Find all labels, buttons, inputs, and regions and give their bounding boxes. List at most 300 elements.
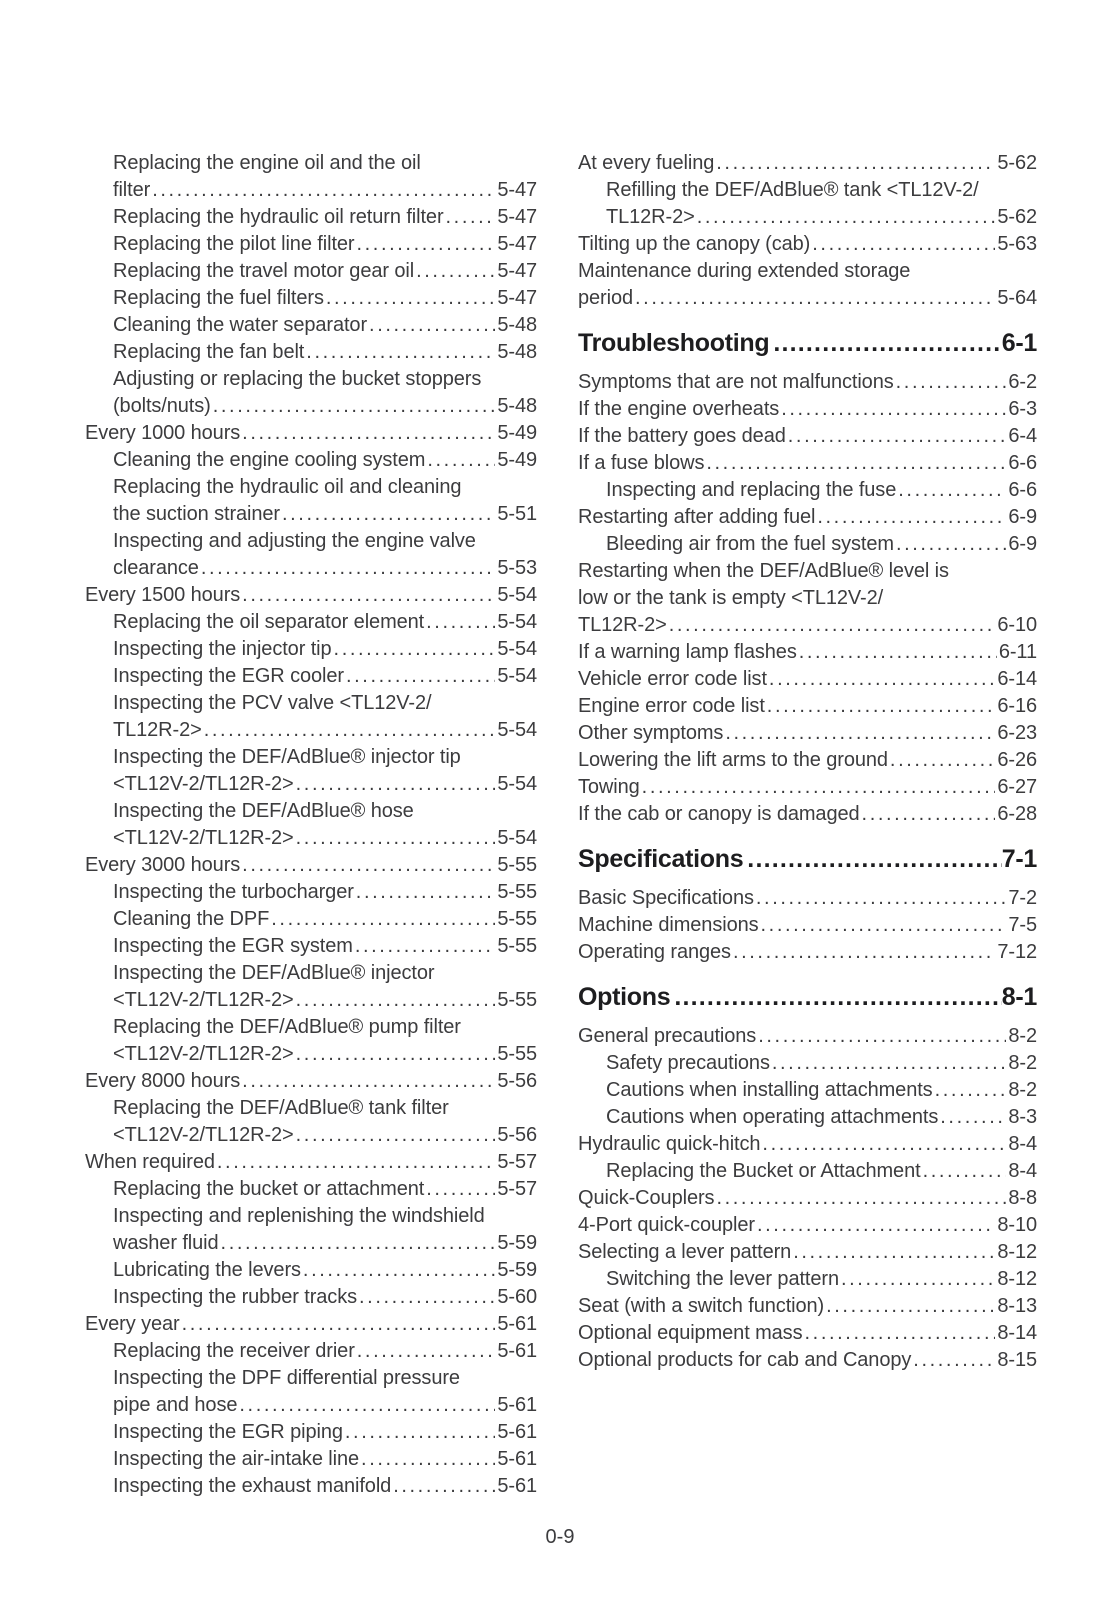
entry-text: Replacing the pilot line filter — [113, 233, 355, 255]
toc-entry-line — [113, 1203, 537, 1230]
entry-text: Vehicle error code list — [578, 668, 767, 690]
entry-page-number: 6-23 — [997, 722, 1037, 744]
dotted-leader — [282, 501, 495, 528]
toc-entry — [578, 666, 1037, 693]
toc-entry-line — [578, 639, 1037, 666]
entry-page-number: 5-54 — [497, 827, 537, 849]
entry-text: TL12R-2> — [606, 206, 695, 228]
toc-entry-line — [113, 609, 537, 636]
entry-page-number: 5-55 — [497, 1043, 537, 1065]
toc-entry-line — [578, 1212, 1037, 1239]
toc-entry-line — [578, 504, 1037, 531]
entry-text: Cautions when operating attachments — [606, 1106, 939, 1128]
dotted-leader — [296, 1122, 496, 1149]
entry-page-number: 6-6 — [1008, 479, 1037, 501]
toc-entry-line — [606, 1050, 1037, 1077]
dotted-leader — [817, 504, 1006, 531]
toc-entry — [85, 1446, 537, 1473]
toc-entry-line — [113, 1176, 537, 1203]
entry-page-number: 5-47 — [497, 179, 537, 201]
dotted-leader — [747, 842, 1001, 876]
toc-entry — [85, 1338, 537, 1365]
toc-column-left — [85, 150, 537, 1500]
toc-entry — [85, 1203, 537, 1257]
section-heading-page-number: 8-1 — [1001, 983, 1037, 1011]
dotted-leader — [757, 1212, 995, 1239]
dotted-leader — [733, 939, 995, 966]
toc-entry-line — [113, 744, 537, 771]
section-heading — [578, 980, 1037, 1014]
entry-page-number: 5-63 — [997, 233, 1037, 255]
entry-page-number: 8-10 — [997, 1214, 1037, 1236]
dotted-leader — [356, 879, 496, 906]
toc-entry-line — [578, 231, 1037, 258]
toc-entry-line — [113, 339, 537, 366]
entry-page-number: 5-61 — [497, 1448, 537, 1470]
entry-page-number: 5-56 — [497, 1070, 537, 1092]
entry-page-number: 5-62 — [997, 152, 1037, 174]
toc-entry — [85, 1095, 537, 1149]
toc-entry — [85, 420, 537, 447]
dotted-leader — [805, 1320, 996, 1347]
toc-entry — [578, 801, 1037, 828]
dotted-leader — [812, 231, 995, 258]
entry-page-number: 6-27 — [997, 776, 1037, 798]
entry-text: Replacing the bucket or attachment — [113, 1178, 425, 1200]
entry-text: Every 1000 hours — [85, 422, 241, 444]
dotted-leader — [296, 771, 496, 798]
entry-text: Quick-Couplers — [578, 1187, 715, 1209]
toc-entry-line — [578, 258, 1037, 285]
entry-page-number: 6-9 — [1008, 533, 1037, 555]
toc-entry — [578, 231, 1037, 258]
toc-entry-line — [113, 528, 537, 555]
toc-entry — [578, 1023, 1037, 1050]
toc-entry — [578, 1158, 1037, 1185]
toc-entry-line — [578, 1023, 1037, 1050]
entry-text: Replacing the DEF/AdBlue® tank filter — [113, 1097, 449, 1119]
dotted-leader — [767, 693, 996, 720]
entry-page-number: 6-26 — [997, 749, 1037, 771]
toc-entry — [85, 474, 537, 528]
toc-entry — [578, 774, 1037, 801]
toc-entry — [578, 1050, 1037, 1077]
entry-text: Cleaning the DPF — [113, 908, 270, 930]
entry-page-number: 5-54 — [497, 611, 537, 633]
entry-page-number: 5-62 — [997, 206, 1037, 228]
footer-page-number: 0-9 — [545, 1526, 575, 1548]
toc-entry-line — [606, 531, 1037, 558]
dotted-leader — [296, 987, 496, 1014]
entry-text: Other symptoms — [578, 722, 724, 744]
toc-entry — [85, 231, 537, 258]
toc-entry-line — [113, 798, 537, 825]
entry-page-number: 5-55 — [497, 908, 537, 930]
toc-entry — [578, 450, 1037, 477]
entry-page-number: 5-55 — [497, 881, 537, 903]
entry-page-number: 5-49 — [497, 422, 537, 444]
entry-text: Tilting up the canopy (cab) — [578, 233, 811, 255]
toc-entry-line — [578, 585, 1037, 612]
dotted-leader — [152, 177, 495, 204]
entry-text: Lubricating the levers — [113, 1259, 301, 1281]
dotted-leader — [781, 396, 1006, 423]
toc-entry — [578, 150, 1037, 177]
dotted-leader — [369, 312, 495, 339]
entry-page-number: 5-61 — [497, 1421, 537, 1443]
entry-text: Machine dimensions — [578, 914, 759, 936]
entry-text: Cleaning the engine cooling system — [113, 449, 426, 471]
entry-page-number: 5-53 — [497, 557, 537, 579]
toc-entry — [578, 912, 1037, 939]
entry-text: If the battery goes dead — [578, 425, 786, 447]
toc-entry-line — [113, 663, 537, 690]
dotted-leader — [674, 980, 1001, 1014]
dotted-leader — [716, 1185, 1006, 1212]
dotted-leader — [761, 912, 1007, 939]
toc-entry-line — [578, 939, 1037, 966]
toc-entry-line — [578, 1347, 1037, 1374]
toc-entry-line — [578, 1185, 1037, 1212]
toc-entry — [85, 1149, 537, 1176]
entry-text: Seat (with a switch function) — [578, 1295, 825, 1317]
entry-text: Inspecting and replacing the fuse — [606, 479, 897, 501]
entry-page-number: 5-64 — [997, 287, 1037, 309]
dotted-leader — [758, 1023, 1006, 1050]
entry-text: Every 8000 hours — [85, 1070, 241, 1092]
entry-text: 4-Port quick-coupler — [578, 1214, 755, 1236]
entry-text: General precautions — [578, 1025, 757, 1047]
entry-page-number: 8-2 — [1008, 1079, 1037, 1101]
entry-page-number: 5-57 — [497, 1178, 537, 1200]
toc-entry — [85, 663, 537, 690]
entry-text: Inspecting and replenishing the windshield — [113, 1205, 485, 1227]
toc-entry — [578, 1266, 1037, 1293]
entry-text: Selecting a lever pattern — [578, 1241, 792, 1263]
dotted-leader — [416, 258, 495, 285]
dotted-leader — [427, 447, 495, 474]
toc-entry-line — [578, 396, 1037, 423]
entry-text: period — [578, 287, 633, 309]
dotted-leader — [940, 1104, 1006, 1131]
entry-text: If the cab or canopy is damaged — [578, 803, 860, 825]
toc-entry-line — [606, 477, 1037, 504]
toc-entry-line — [578, 150, 1037, 177]
entry-text: filter — [113, 179, 151, 201]
entry-text: Towing — [578, 776, 640, 798]
entry-page-number: 5-47 — [497, 287, 537, 309]
toc-entry — [85, 447, 537, 474]
toc-entry — [578, 531, 1037, 558]
entry-text: Replacing the DEF/AdBlue® pump filter — [113, 1016, 461, 1038]
entry-text: Replacing the fan belt — [113, 341, 305, 363]
toc-entry — [578, 693, 1037, 720]
entry-page-number: 5-57 — [497, 1151, 537, 1173]
dotted-leader — [898, 477, 1006, 504]
dotted-leader — [242, 420, 495, 447]
entry-page-number: 6-6 — [1008, 452, 1037, 474]
toc-entry-line — [113, 231, 537, 258]
dotted-leader — [923, 1158, 1007, 1185]
dotted-leader — [772, 1050, 1007, 1077]
entry-page-number: 6-16 — [997, 695, 1037, 717]
toc-entry — [578, 558, 1037, 639]
entry-page-number: 8-3 — [1008, 1106, 1037, 1128]
dotted-leader — [725, 720, 995, 747]
entry-text: Every 1500 hours — [85, 584, 241, 606]
toc-entry — [85, 339, 537, 366]
section-heading — [578, 326, 1037, 360]
dotted-leader — [296, 1041, 496, 1068]
toc-entry — [85, 1176, 537, 1203]
entry-text: Symptoms that are not malfunctions — [578, 371, 894, 393]
dotted-leader — [221, 1230, 496, 1257]
entry-page-number: 8-4 — [1008, 1160, 1037, 1182]
dotted-leader — [346, 663, 495, 690]
toc-entry — [578, 1320, 1037, 1347]
toc-entry-line — [85, 582, 537, 609]
toc-entry — [578, 720, 1037, 747]
toc-entry — [85, 1365, 537, 1419]
toc-entry-line — [606, 1266, 1037, 1293]
toc-entry — [578, 258, 1037, 312]
entry-text: low or the tank is empty <TL12V-2/ — [578, 587, 884, 609]
entry-page-number: 5-48 — [497, 314, 537, 336]
entry-text: Replacing the receiver drier — [113, 1340, 355, 1362]
toc-entry-line — [113, 285, 537, 312]
entry-text: Optional products for cab and Canopy — [578, 1349, 912, 1371]
dotted-leader — [334, 636, 496, 663]
toc-entry-line — [113, 1365, 537, 1392]
entry-text: <TL12V-2/TL12R-2> — [113, 989, 294, 1011]
dotted-leader — [306, 339, 495, 366]
toc-entry-line — [113, 501, 537, 528]
toc-entry-line — [578, 558, 1037, 585]
toc-entry-line — [113, 690, 537, 717]
toc-entry-line — [113, 150, 537, 177]
dotted-leader — [271, 906, 495, 933]
toc-entry-line — [85, 1068, 537, 1095]
toc-entry-line — [578, 423, 1037, 450]
toc-entry-line — [606, 1158, 1037, 1185]
section-heading-page-number: 7-1 — [1001, 845, 1037, 873]
entry-text: Optional equipment mass — [578, 1322, 803, 1344]
toc-entry-line — [113, 1338, 537, 1365]
dotted-leader — [213, 393, 496, 420]
toc-entry-line — [578, 885, 1037, 912]
entry-text: If a fuse blows — [578, 452, 705, 474]
toc-entry-line — [113, 879, 537, 906]
toc-entry-line — [113, 1392, 537, 1419]
entry-page-number: 5-59 — [497, 1232, 537, 1254]
dotted-leader — [793, 1239, 995, 1266]
section-heading-title: Options — [578, 983, 671, 1011]
dotted-leader — [762, 1131, 1006, 1158]
entry-page-number: 5-59 — [497, 1259, 537, 1281]
dotted-leader — [359, 1284, 495, 1311]
entry-text: Restarting when the DEF/AdBlue® level is — [578, 560, 949, 582]
toc-entry — [578, 1212, 1037, 1239]
toc-entry — [578, 1347, 1037, 1374]
toc-entry — [578, 1239, 1037, 1266]
toc-entry — [85, 852, 537, 879]
section-heading — [578, 842, 1037, 876]
dotted-leader — [356, 231, 495, 258]
entry-text: Basic Specifications — [578, 887, 754, 909]
dotted-leader — [296, 825, 496, 852]
toc-entry — [578, 885, 1037, 912]
toc-entry — [85, 879, 537, 906]
entry-text: Refilling the DEF/AdBlue® tank <TL12V-2/ — [606, 179, 979, 201]
entry-text: <TL12V-2/TL12R-2> — [113, 773, 294, 795]
dotted-leader — [896, 531, 1006, 558]
entry-text: Replacing the travel motor gear oil — [113, 260, 415, 282]
entry-page-number: 7-2 — [1008, 887, 1037, 909]
toc-entry-line — [113, 1257, 537, 1284]
entry-page-number: 8-13 — [997, 1295, 1037, 1317]
entry-page-number: 5-54 — [497, 719, 537, 741]
entry-text: Every 3000 hours — [85, 854, 241, 876]
entry-text: Switching the lever pattern — [606, 1268, 839, 1290]
entry-text: At every fueling — [578, 152, 715, 174]
toc-entry — [85, 690, 537, 744]
entry-text: Inspecting the PCV valve <TL12V-2/ — [113, 692, 432, 714]
dotted-leader — [326, 285, 496, 312]
entry-page-number: 5-61 — [497, 1313, 537, 1335]
entry-page-number: 8-8 — [1008, 1187, 1037, 1209]
toc-entry — [578, 477, 1037, 504]
entry-text: Restarting after adding fuel — [578, 506, 816, 528]
entry-page-number: 6-28 — [997, 803, 1037, 825]
toc-entry-line — [113, 474, 537, 501]
toc-entry-line — [113, 987, 537, 1014]
toc-entry-line — [113, 933, 537, 960]
toc-entry-line — [578, 747, 1037, 774]
toc-entry-line — [113, 366, 537, 393]
entry-text: Inspecting the EGR cooler — [113, 665, 344, 687]
entry-page-number: 8-2 — [1008, 1052, 1037, 1074]
toc-entry-line — [113, 825, 537, 852]
entry-text: If a warning lamp flashes — [578, 641, 797, 663]
toc-entry — [578, 639, 1037, 666]
entry-page-number: 8-14 — [997, 1322, 1037, 1344]
toc-entry-line — [606, 204, 1037, 231]
entry-text: Replacing the oil separator element — [113, 611, 425, 633]
entry-page-number: 5-56 — [497, 1124, 537, 1146]
toc-entry — [578, 423, 1037, 450]
dotted-leader — [769, 666, 995, 693]
entry-text: (bolts/nuts) — [113, 395, 211, 417]
toc-entry-line — [113, 1473, 537, 1500]
entry-page-number: 8-15 — [997, 1349, 1037, 1371]
dotted-leader — [217, 1149, 495, 1176]
entry-text: Replacing the hydraulic oil and cleaning — [113, 476, 462, 498]
entry-text: Replacing the fuel filters — [113, 287, 324, 309]
entry-text: Inspecting the injector tip — [113, 638, 332, 660]
toc-entry — [578, 504, 1037, 531]
toc-entry — [85, 744, 537, 798]
entry-page-number: 5-49 — [497, 449, 537, 471]
entry-text: If the engine overheats — [578, 398, 780, 420]
dotted-leader — [862, 801, 996, 828]
dotted-leader — [788, 423, 1007, 450]
entry-text: TL12R-2> — [578, 614, 667, 636]
entry-text: Inspecting the DEF/AdBlue® injector tip — [113, 746, 461, 768]
entry-text: Cautions when installing attachments — [606, 1079, 933, 1101]
dotted-leader — [361, 1446, 495, 1473]
toc-entry — [85, 933, 537, 960]
entry-page-number: 6-11 — [998, 641, 1037, 663]
entry-text: When required — [85, 1151, 215, 1173]
toc-entry-line — [85, 1311, 537, 1338]
dotted-leader — [426, 1176, 495, 1203]
toc-entry — [85, 366, 537, 420]
entry-text: Inspecting the EGR system — [113, 935, 353, 957]
dotted-leader — [303, 1257, 495, 1284]
entry-text: Inspecting the DPF differential pressure — [113, 1367, 460, 1389]
entry-page-number: 5-47 — [497, 233, 537, 255]
toc-entry-line — [113, 906, 537, 933]
toc-entry-line — [578, 612, 1037, 639]
entry-text: Replacing the Bucket or Attachment — [606, 1160, 921, 1182]
entry-text: TL12R-2> — [113, 719, 202, 741]
entry-text: <TL12V-2/TL12R-2> — [113, 1043, 294, 1065]
toc-entry-line — [85, 420, 537, 447]
entry-text: Maintenance during extended storage — [578, 260, 911, 282]
dotted-leader — [896, 369, 1007, 396]
toc-entry-line — [606, 1104, 1037, 1131]
toc-entry — [85, 798, 537, 852]
section-heading-title: Troubleshooting — [578, 329, 770, 357]
toc-entry-line — [113, 771, 537, 798]
entry-page-number: 5-54 — [497, 638, 537, 660]
toc-entry-line — [578, 912, 1037, 939]
entry-page-number: 5-48 — [497, 395, 537, 417]
toc-entry-line — [113, 1095, 537, 1122]
entry-text: Operating ranges — [578, 941, 731, 963]
toc-entry-line — [606, 1077, 1037, 1104]
toc-entry-line — [578, 774, 1037, 801]
entry-page-number: 5-51 — [497, 503, 537, 525]
dotted-leader — [826, 1293, 995, 1320]
dotted-leader — [935, 1077, 1007, 1104]
entry-text: Adjusting or replacing the bucket stoppers — [113, 368, 482, 390]
entry-page-number: 5-55 — [497, 989, 537, 1011]
entry-text: Replacing the hydraulic oil return filter — [113, 206, 444, 228]
toc-entry-line — [113, 447, 537, 474]
toc-entry — [85, 636, 537, 663]
dotted-leader — [669, 612, 996, 639]
toc-entry-line — [578, 1239, 1037, 1266]
dotted-leader — [913, 1347, 995, 1374]
entry-page-number: 7-5 — [1008, 914, 1037, 936]
toc-entry-line — [578, 369, 1037, 396]
dotted-leader — [697, 204, 996, 231]
toc-entry — [578, 939, 1037, 966]
toc-entry — [578, 1077, 1037, 1104]
toc-entry-line — [578, 666, 1037, 693]
toc-entry — [85, 582, 537, 609]
toc-entry-line — [578, 1293, 1037, 1320]
toc-entry-line — [578, 801, 1037, 828]
dotted-leader — [242, 1068, 495, 1095]
toc-entry — [85, 204, 537, 231]
entry-text: <TL12V-2/TL12R-2> — [113, 827, 294, 849]
toc-entry — [85, 609, 537, 636]
toc-entry-line — [578, 1131, 1037, 1158]
toc-entry — [85, 1311, 537, 1338]
entry-page-number: 6-2 — [1008, 371, 1037, 393]
